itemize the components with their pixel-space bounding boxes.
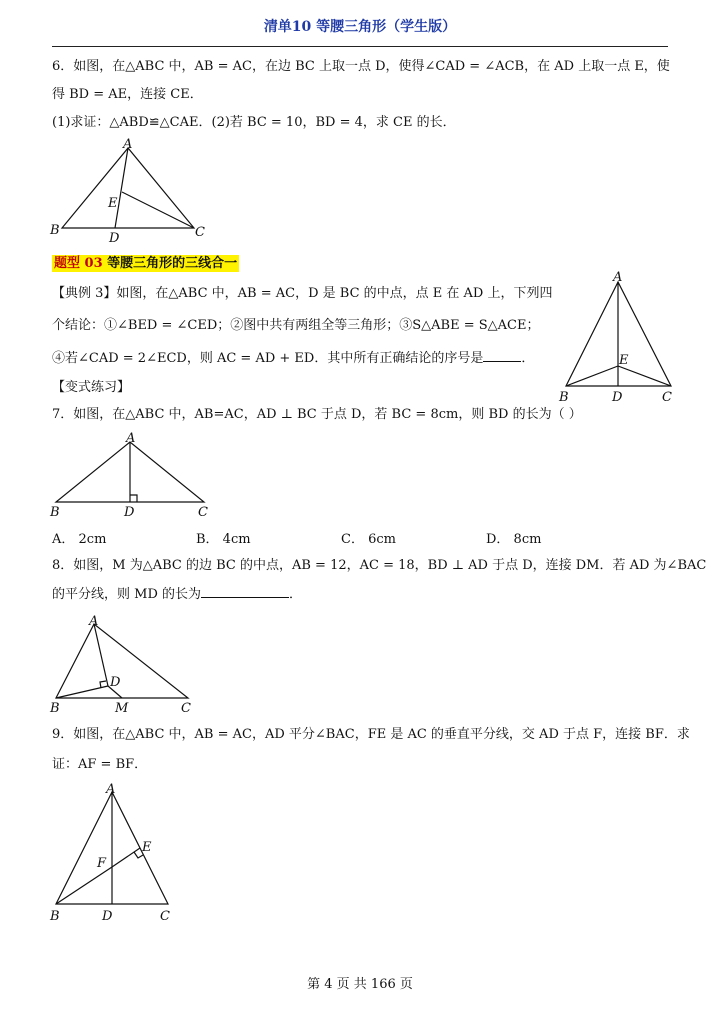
example3-segment-be bbox=[566, 366, 618, 386]
q8-label-a: A bbox=[89, 614, 99, 629]
q7-figure bbox=[48, 430, 218, 522]
q7-right-angle-mark bbox=[130, 495, 137, 502]
page-footer: 第 4 页 共 166 页 bbox=[307, 977, 413, 992]
q9-label-e: E bbox=[142, 840, 152, 855]
q7-option-a[interactable]: A． 2cm bbox=[52, 532, 107, 547]
q7-option-b[interactable]: B． 4cm bbox=[196, 532, 251, 547]
q7-label-c: C bbox=[198, 505, 208, 520]
q9-text-line2: 证：AF = BF． bbox=[52, 757, 148, 772]
q8-text-line2 bbox=[52, 585, 302, 604]
q6-label-b: B bbox=[50, 223, 60, 238]
q8-figure bbox=[48, 612, 208, 718]
q6-text-line3: (1)求证：△ABD≌△CAE．(2)若 BC = 10，BD = 4，求 CE 的长． bbox=[52, 115, 456, 130]
example3-answer-blank[interactable] bbox=[483, 349, 521, 362]
q6-triangle-abc bbox=[62, 148, 194, 228]
q9-segment-bf bbox=[56, 867, 112, 904]
example3-label-d: D bbox=[612, 390, 623, 405]
q7-label-a: A bbox=[126, 431, 136, 446]
example3-text-line3 bbox=[52, 349, 534, 368]
example3-label-b: B bbox=[559, 390, 569, 405]
example3-label-a: A bbox=[613, 270, 623, 285]
q8-label-d: D bbox=[110, 675, 121, 690]
q6-label-d: D bbox=[109, 231, 120, 246]
example3-label-c: C bbox=[662, 390, 672, 405]
q9-label-c: C bbox=[160, 909, 170, 924]
q7-label-b: B bbox=[50, 505, 60, 520]
q9-text-line1: 9．如图，在△ABC 中，AB = AC，AD 平分∠BAC，FE 是 AC 的垂直平分线，交 AD 于点 F，连接 BF．求 bbox=[52, 727, 690, 742]
q8-answer-blank[interactable] bbox=[201, 585, 289, 598]
q7-label-d: D bbox=[124, 505, 135, 520]
q9-segment-fe bbox=[112, 848, 140, 867]
q6-figure bbox=[48, 136, 218, 248]
header-divider bbox=[52, 46, 668, 47]
q6-label-a: A bbox=[123, 137, 133, 152]
q6-segment-ad bbox=[115, 148, 128, 228]
q6-segment-ce bbox=[122, 192, 194, 228]
q6-label-e: E bbox=[108, 196, 118, 211]
q8-text-line2-end: ． bbox=[289, 587, 303, 602]
q8-triangle-abc bbox=[56, 624, 188, 698]
q9-label-b: B bbox=[50, 909, 60, 924]
page-header-title: 清单10 等腰三角形（学生版） bbox=[263, 19, 457, 35]
q9-label-d: D bbox=[102, 909, 113, 924]
section-heading bbox=[52, 255, 239, 273]
q7-option-d[interactable]: D． 8cm bbox=[486, 532, 542, 547]
example3-text-line3-main: ④若∠CAD = 2∠ECD，则 AC = AD + ED．其中所有正确结论的序号是 bbox=[52, 351, 484, 366]
q7-text-line1: 7．如图，在△ABC 中，AB=AC，AD ⊥ BC 于点 D，若 BC = 8cm，则 BD 的长为（ ） bbox=[52, 407, 582, 422]
example3-text-line2: 个结论：①∠BED = ∠CED；②图中共有两组全等三角形；③S△ABE = S△ACE； bbox=[52, 318, 540, 333]
example3-segment-ce bbox=[618, 366, 671, 386]
q8-label-m: M bbox=[115, 701, 129, 716]
example3-text-line1: 【典例 3】如图，在△ABC 中，AB = AC，D 是 BC 的中点，点 E 在 AD 上，下列四 bbox=[52, 286, 553, 301]
q8-text-line1: 8．如图，M 为△ABC 的边 BC 的中点，AB = 12，AC = 18，BD ⊥ AD 于点 D，连接 DM．若 AD 为∠BAC bbox=[52, 558, 707, 573]
q6-text-line2: 得 BD = AE，连接 CE． bbox=[52, 87, 203, 102]
q8-label-c: C bbox=[181, 701, 191, 716]
q9-label-f: F bbox=[97, 856, 107, 871]
q6-text-line1: 6．如图，在△ABC 中，AB = AC，在边 BC 上取一点 D，使得∠CAD = ∠ACB，在 AD 上取一点 E，使 bbox=[52, 59, 670, 74]
practice-heading: 【变式练习】 bbox=[52, 380, 131, 395]
example3-label-e: E bbox=[619, 353, 629, 368]
example3-figure bbox=[556, 268, 686, 408]
q8-text-line2-main: 的平分线，则 MD 的长为 bbox=[52, 587, 201, 602]
section-title: 等腰三角形的三线合一 bbox=[102, 256, 238, 271]
q9-label-a: A bbox=[106, 782, 116, 797]
q8-label-b: B bbox=[50, 701, 60, 716]
q9-figure bbox=[44, 778, 194, 928]
q8-segment-bd bbox=[56, 686, 108, 698]
q6-label-c: C bbox=[195, 225, 205, 240]
section-number: 题型 03 bbox=[54, 256, 103, 271]
q7-option-c[interactable]: C． 6cm bbox=[341, 532, 396, 547]
example3-text-line3-end: ． bbox=[521, 351, 535, 366]
